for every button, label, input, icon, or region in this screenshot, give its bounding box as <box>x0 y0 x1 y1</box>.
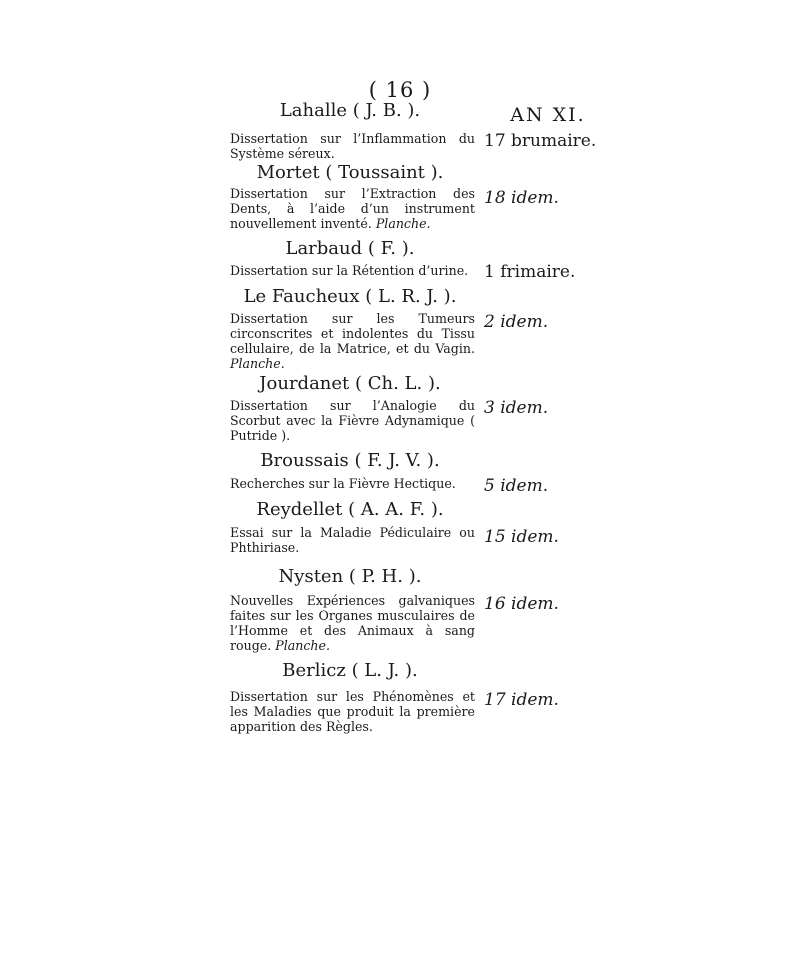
entry-date: 16 idem. <box>484 594 559 614</box>
entry-date: 2 idem. <box>484 312 549 332</box>
entry-title <box>230 593 475 653</box>
entry-author: Reydellet ( A. A. F. ). <box>256 499 444 520</box>
page-number: ( 16 ) <box>368 78 432 102</box>
entry-author: Jourdanet ( Ch. L. ). <box>259 373 441 394</box>
entry-author: Larbaud ( F. ). <box>285 238 415 259</box>
year-header: AN XI. <box>510 104 586 126</box>
entry-plate-note: Planche. <box>275 638 330 653</box>
entry-author: Broussais ( F. J. V. ). <box>260 450 440 471</box>
entry-title-text: Dissertation sur les Tumeurs circonscrites et indolentes du Tissu cellulaire, de la Matrice, et du Vagin. <box>230 311 475 356</box>
entry-author: Nysten ( P. H. ). <box>278 566 422 587</box>
entry-title-text: Dissertation sur la Rétention d’urine. <box>230 263 469 278</box>
entry-plate-note: Planche. <box>230 356 285 371</box>
entry-author: Berlicz ( L. J. ). <box>282 660 418 681</box>
entry-author: Mortet ( Toussaint ). <box>256 162 444 183</box>
entry-title <box>230 263 475 278</box>
entry-date: 15 idem. <box>484 527 559 547</box>
entry-date: 18 idem. <box>484 188 559 208</box>
entry-title <box>230 689 475 734</box>
entry-author: Le Faucheux ( L. R. J. ). <box>243 286 457 307</box>
entry-title <box>230 476 475 491</box>
entry-title <box>230 186 475 231</box>
entry-title <box>230 131 475 161</box>
entry-date: 17 idem. <box>484 690 559 710</box>
entry-plate-note: Planche. <box>375 216 431 231</box>
entry-date: 17 brumaire. <box>484 131 597 151</box>
entry-title-text: Nouvelles Expériences galvaniques faites sur les Organes musculaires de l’Homme et des Animaux à sang rouge. <box>230 593 475 653</box>
entry-title-text: Dissertation sur l’Inflammation du Système séreux. <box>230 131 475 161</box>
entry-date: 1 frimaire. <box>484 262 576 282</box>
entry-title <box>230 398 475 443</box>
entry-date: 5 idem. <box>484 476 549 496</box>
entry-title <box>230 525 475 555</box>
entry-title-text: Dissertation sur l’Extraction des Dents, à l’aide d’un instrument nouvellement inventé. <box>230 186 475 231</box>
entry-title <box>230 311 475 371</box>
entry-title-text: Dissertation sur les Phénomènes et les Maladies que produit la première apparition des Règles. <box>230 689 475 734</box>
entry-title-text: Dissertation sur l’Analogie du Scorbut avec la Fièvre Adynamique ( Putride ). <box>230 398 475 443</box>
entry-title-text: Recherches sur la Fièvre Hectique. <box>230 476 456 491</box>
entry-title-text: Essai sur la Maladie Pédiculaire ou Phthiriase. <box>230 525 475 555</box>
entry-date: 3 idem. <box>484 398 549 418</box>
entry-author: Lahalle ( J. B. ). <box>279 100 421 121</box>
